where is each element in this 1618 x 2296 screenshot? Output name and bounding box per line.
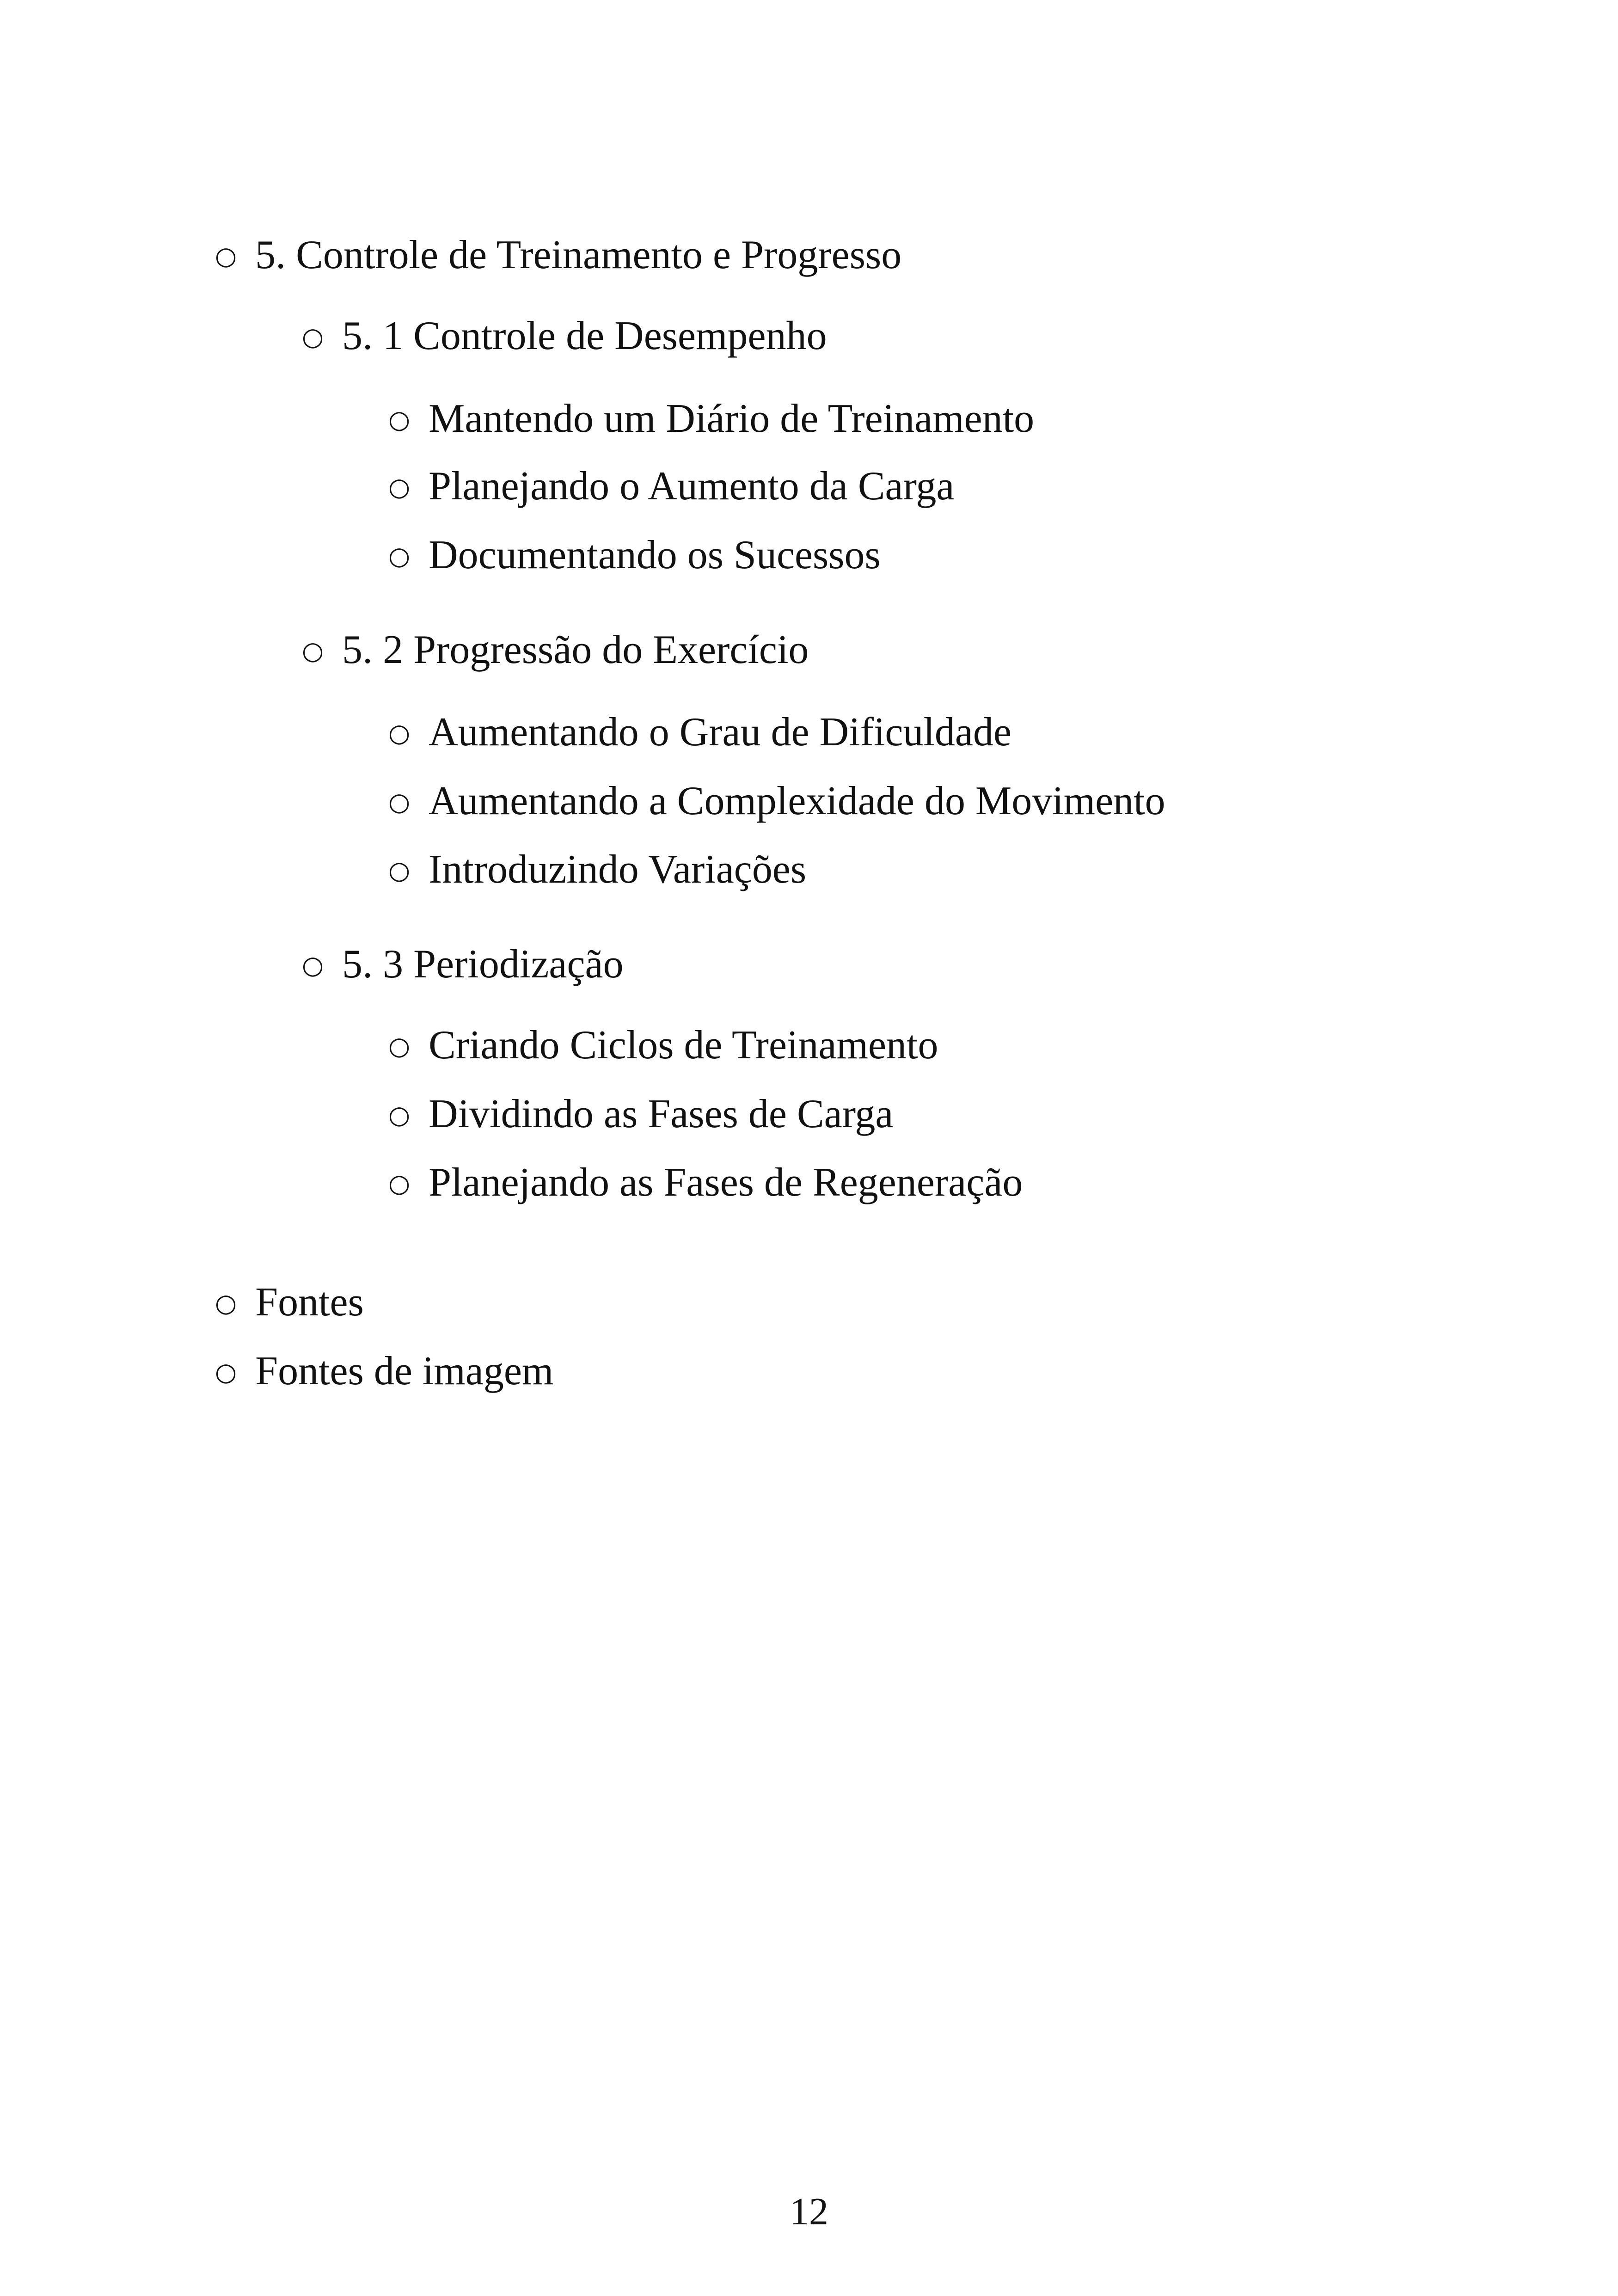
toc-entry-label: 5. 1 Controle de Desempenho bbox=[342, 313, 827, 358]
toc-entry-label: Planejando as Fases de Regeneração bbox=[429, 1160, 1023, 1205]
circle-bullet-icon: ○ bbox=[215, 241, 237, 270]
toc-entry-label: Criando Ciclos de Treinamento bbox=[429, 1023, 938, 1068]
circle-bullet-icon: ○ bbox=[388, 856, 411, 885]
toc-entry-label: Documentando os Sucessos bbox=[429, 533, 881, 577]
toc-entry-subsection[interactable] bbox=[388, 849, 806, 890]
circle-bullet-icon: ○ bbox=[388, 541, 411, 571]
toc-entry-subsection[interactable] bbox=[388, 1094, 893, 1135]
circle-bullet-icon: ○ bbox=[388, 718, 411, 748]
circle-bullet-icon: ○ bbox=[388, 787, 411, 816]
toc-entry-sources[interactable] bbox=[215, 1282, 364, 1323]
circle-bullet-icon: ○ bbox=[388, 1031, 411, 1061]
toc-entry-label: 5. Controle de Treinamento e Progresso bbox=[255, 233, 902, 277]
toc-entry-subsection[interactable] bbox=[388, 1025, 938, 1066]
circle-bullet-icon: ○ bbox=[388, 473, 411, 502]
toc-entry-section-5-3[interactable] bbox=[302, 944, 624, 985]
toc-entry-subsection[interactable] bbox=[388, 396, 1035, 441]
toc-entry-subsection[interactable] bbox=[388, 1162, 1023, 1203]
toc-entry-label: Mantendo um Diário de Treinamento bbox=[429, 396, 1035, 441]
toc-entry-label: Aumentando o Grau de Dificuldade bbox=[429, 710, 1012, 755]
circle-bullet-icon: ○ bbox=[388, 1100, 411, 1130]
toc-entry-section-5-1[interactable] bbox=[302, 313, 827, 358]
circle-bullet-icon: ○ bbox=[215, 1357, 237, 1387]
circle-bullet-icon: ○ bbox=[302, 322, 324, 351]
toc-entry-subsection[interactable] bbox=[388, 712, 1011, 753]
toc-entry-label: 5. 3 Periodização bbox=[342, 942, 624, 987]
circle-bullet-icon: ○ bbox=[302, 636, 324, 665]
toc-entry-label: 5. 2 Progressão do Exercício bbox=[342, 627, 809, 672]
circle-bullet-icon: ○ bbox=[302, 951, 324, 980]
toc-entry-subsection[interactable] bbox=[388, 466, 954, 507]
page-number: 12 bbox=[790, 2190, 828, 2233]
circle-bullet-icon: ○ bbox=[388, 405, 411, 434]
toc-entry-label: Dividindo as Fases de Carga bbox=[429, 1092, 894, 1136]
circle-bullet-icon: ○ bbox=[388, 1169, 411, 1198]
toc-entry-label: Planejando o Aumento da Carga bbox=[429, 464, 955, 509]
toc-entry-image-sources[interactable] bbox=[215, 1351, 553, 1392]
toc-entry-subsection[interactable] bbox=[388, 535, 881, 576]
toc-entry-subsection[interactable] bbox=[388, 781, 1165, 822]
toc-entry-section-5-2[interactable] bbox=[302, 627, 809, 672]
toc-entry-label: Aumentando a Complexidade do Movimento bbox=[429, 779, 1165, 823]
circle-bullet-icon: ○ bbox=[215, 1289, 237, 1318]
toc-entry-label: Introduzindo Variações bbox=[429, 847, 807, 892]
toc-entry-chapter-5[interactable] bbox=[215, 235, 901, 276]
toc-entry-label: Fontes de imagem bbox=[255, 1349, 554, 1394]
toc-entry-label: Fontes bbox=[255, 1280, 364, 1325]
